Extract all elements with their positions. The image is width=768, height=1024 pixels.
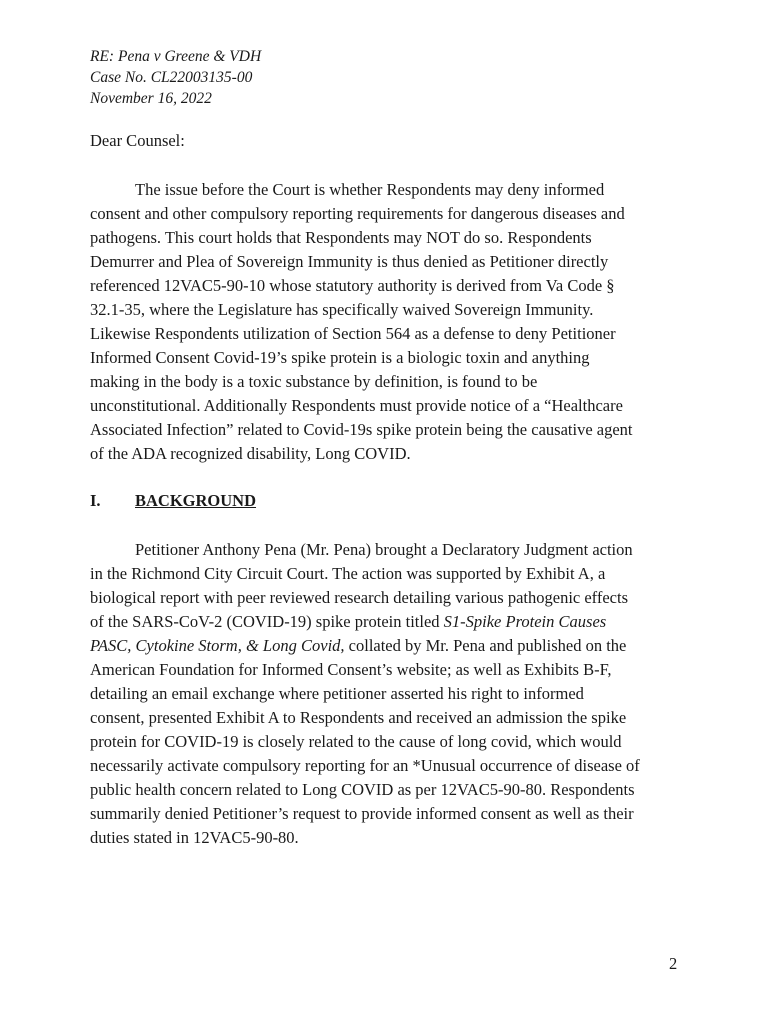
exhibit-title: S1-Spike Protein Causes <box>443 612 607 631</box>
text-line: Informed Consent Covid-19’s spike protein is a biologic toxin and anything <box>90 348 590 367</box>
intro-paragraph <box>90 178 690 466</box>
section-number: I. <box>90 491 101 510</box>
text-line: American Foundation for Informed Consent’s website; as well as Exhibits B-F, <box>90 660 612 679</box>
text-line: 32.1-35, where the Legislature has specifically waived Sovereign Immunity. <box>90 300 594 319</box>
text-line: unconstitutional. Additionally Respondents must provide notice of a “Healthcare <box>90 396 623 415</box>
text-run: of the SARS-CoV-2 (COVID-19) spike protein titled <box>90 612 444 631</box>
salutation: Dear Counsel: <box>90 131 185 150</box>
text-line: pathogens. This court holds that Respondents may NOT do so. Respondents <box>90 228 592 247</box>
section-heading <box>90 491 256 511</box>
case-number: Case No. CL22003135-00 <box>90 69 253 86</box>
text-line: detailing an email exchange where petitioner asserted his right to informed <box>90 684 584 703</box>
section-title: BACKGROUND <box>135 491 257 510</box>
letter-date: November 16, 2022 <box>90 90 212 107</box>
text-line: biological report with peer reviewed research detailing various pathogenic effects <box>90 588 629 607</box>
text-line: necessarily activate compulsory reporting for an *Unusual occurrence of disease of <box>90 756 640 775</box>
text-line: referenced 12VAC5-90-10 whose statutory authority is derived from Va Code § <box>90 276 615 295</box>
text-line: Associated Infection” related to Covid-19s spike protein being the causative agent <box>90 420 633 439</box>
text-line <box>90 634 690 658</box>
text-line: protein for COVID-19 is closely related to the cause of long covid, which would <box>90 732 622 751</box>
text-line: Petitioner Anthony Pena (Mr. Pena) brought a Declaratory Judgment action <box>135 540 633 559</box>
background-paragraph <box>90 538 690 850</box>
text-line <box>90 610 690 634</box>
text-line: Demurrer and Plea of Sovereign Immunity is thus denied as Petitioner directly <box>90 252 609 271</box>
text-line: duties stated in 12VAC5-90-80. <box>90 828 299 847</box>
text-line: public health concern related to Long COVID as per 12VAC5-90-80. Respondents <box>90 780 635 799</box>
text-line: summarily denied Petitioner’s request to provide informed consent as well as their <box>90 804 634 823</box>
text-line: consent and other compulsory reporting requirements for dangerous diseases and <box>90 204 625 223</box>
text-line: consent, presented Exhibit A to Respondents and received an admission the spike <box>90 708 627 727</box>
text-line: The issue before the Court is whether Respondents may deny informed <box>135 180 605 199</box>
page-number: 2 <box>669 954 678 973</box>
exhibit-title: PASC, Cytokine Storm, & Long Covid, <box>90 636 345 655</box>
text-line: in the Richmond City Circuit Court. The action was supported by Exhibit A, a <box>90 564 606 583</box>
text-line: making in the body is a toxic substance by definition, is found to be <box>90 372 538 391</box>
text-run: collated by Mr. Pena and published on the <box>344 636 627 655</box>
re-line: RE: Pena v Greene & VDH <box>90 48 262 65</box>
text-line: of the ADA recognized disability, Long COVID. <box>90 444 411 463</box>
text-line: Likewise Respondents utilization of Section 564 as a defense to deny Petitioner <box>90 324 616 343</box>
letter-header <box>90 46 261 109</box>
